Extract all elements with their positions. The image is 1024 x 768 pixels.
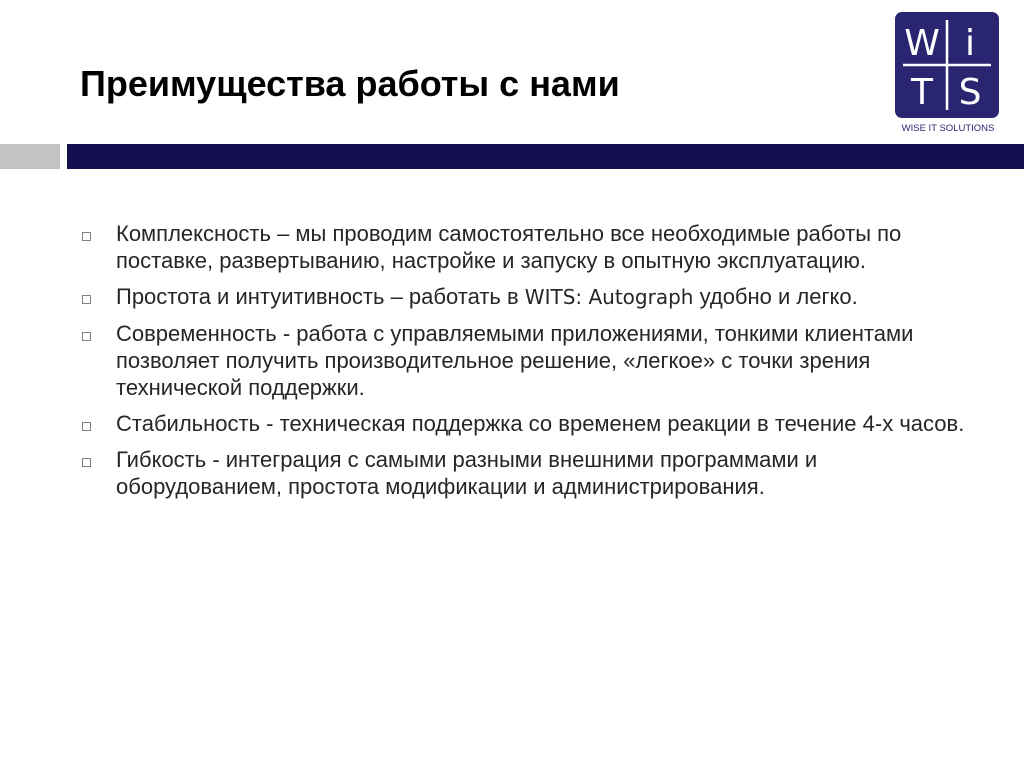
header-bar bbox=[67, 144, 1024, 169]
bullet-item bbox=[80, 446, 980, 500]
bullet-item bbox=[80, 320, 980, 401]
logo-letter-w: W bbox=[904, 23, 940, 64]
bullet-text: Гибкость - интеграция с самыми разными внешними программами и оборудованием, простота модификации и администрирования. bbox=[116, 447, 818, 499]
logo-letter-s: S bbox=[958, 72, 982, 113]
bullet-text: Комплексность – мы проводим самостоятельно все необходимые работы по поставке, развертыванию, настройке и запуску в опытную эксплуатацию. bbox=[116, 221, 902, 273]
logo-letter-i: i bbox=[964, 23, 976, 64]
bullet-text-after: удобно и легко. bbox=[693, 284, 858, 309]
bullet-text-before: Простота и интуитивность – работать в bbox=[116, 284, 525, 309]
bullet-item bbox=[80, 220, 980, 274]
hollow-square-bullet-icon bbox=[82, 332, 91, 341]
logo-emblem bbox=[895, 12, 999, 118]
bullet-text: Современность - работа с управляемыми приложениями, тонкими клиентами позволяет получить производительное решение, «легкое» с точки зрения технической поддержки. bbox=[116, 321, 914, 400]
hollow-square-bullet-icon bbox=[82, 422, 91, 431]
hollow-square-bullet-icon bbox=[82, 458, 91, 467]
bullet-text: Стабильность - техническая поддержка со временем реакции в течение 4-х часов. bbox=[116, 411, 965, 436]
logo-graphic bbox=[895, 12, 999, 118]
logo-letter-t: T bbox=[911, 72, 933, 113]
hollow-square-bullet-icon bbox=[82, 295, 91, 304]
advantages-list bbox=[80, 220, 980, 509]
product-name: WITS: Autograph bbox=[524, 285, 694, 309]
header-accent-block bbox=[0, 144, 60, 169]
bullet-item bbox=[80, 283, 980, 311]
hollow-square-bullet-icon bbox=[82, 232, 91, 241]
bullet-item bbox=[80, 410, 980, 437]
logo-caption: WISE IT SOLUTIONS bbox=[901, 123, 995, 134]
wits-logo bbox=[893, 12, 1003, 138]
slide-title: Преимущества работы с нами bbox=[80, 63, 620, 104]
